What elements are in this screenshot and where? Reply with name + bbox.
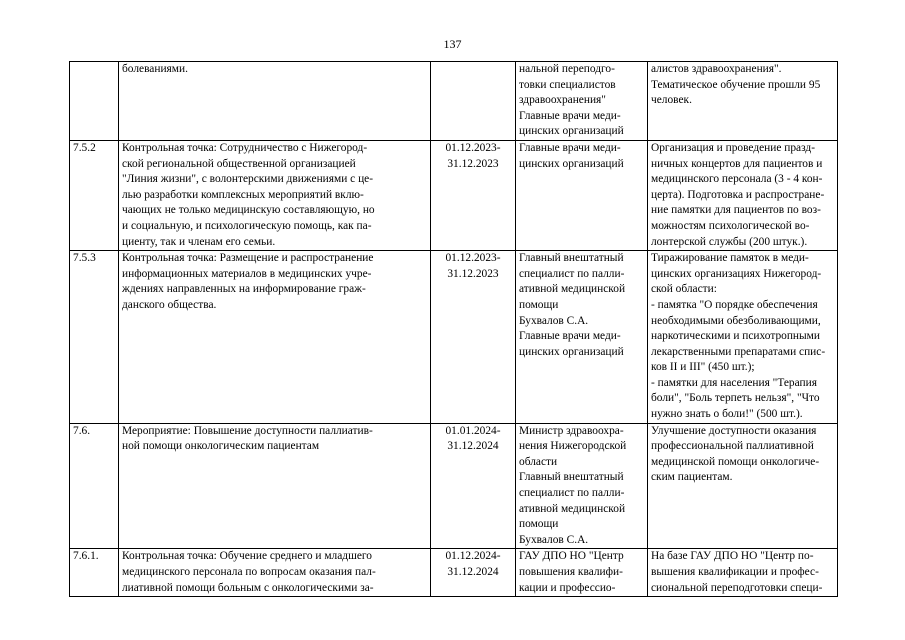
event-description: Мероприятие: Повышение доступности паллиатив- ной помощи онкологическим пациентам — [119, 423, 431, 549]
event-dates — [431, 62, 516, 141]
responsible-party: Главный внештатный специалист по палли- ативной медицинской помощи Бухвалов С.А. Главные врачи меди- цинских организаций — [516, 251, 648, 424]
item-number: 7.5.2 — [70, 140, 119, 250]
item-number: 7.6.1. — [70, 549, 119, 597]
event-dates: 01.12.2023- 31.12.2023 — [431, 140, 516, 250]
page-number: 137 — [443, 37, 462, 51]
item-number — [70, 62, 119, 141]
responsible-party: ГАУ ДПО НО "Центр повышения квалифи- кации и профессио- — [516, 549, 648, 597]
item-number: 7.5.3 — [70, 251, 119, 424]
plan-table — [69, 61, 838, 597]
event-result: Организация и проведение празд- ничных концертов для пациентов и медицинского персонала (3 - 4 кон- церта). Подготовка и распростране- ние памятки для пациентов по воз- можностям психологической во- лонтерской службы (200 штук.). — [648, 140, 838, 250]
item-number: 7.6. — [70, 423, 119, 549]
responsible-party: Министр здравоохра- нения Нижегородской области Главный внештатный специалист по палли- ативной медицинской помощи Бухвалов С.А. — [516, 423, 648, 549]
event-result: На базе ГАУ ДПО НО "Центр по- вышения квалификации и профес- сиональной переподготовки специ- — [648, 549, 838, 597]
event-result: Тиражирование памяток в меди- цинских организациях Нижегород- ской области: - памятка "О порядке обеспечения необходимыми обезболивающими, наркотическими и психотропными лекарственными препаратами спис- ков II и III" (450 шт.); - памятки для населения "Терапия боли", "Боль терпеть нельзя", "Что нужно знать о боли!" (500 шт.). — [648, 251, 838, 424]
event-dates: 01.12.2024- 31.12.2024 — [431, 549, 516, 597]
table-row — [70, 549, 838, 597]
table-row — [70, 140, 838, 250]
event-description: Контрольная точка: Обучение среднего и младшего медицинского персонала по вопросам оказания пал- лиативной помощи больным с онкологическими за- — [119, 549, 431, 597]
event-description: болеваниями. — [119, 62, 431, 141]
event-result: алистов здравоохранения". Тематическое обучение прошли 95 человек. — [648, 62, 838, 141]
event-description: Контрольная точка: Размещение и распространение информационных материалов в медицинских учре- ждениях направленных на информирование граж- данского общества. — [119, 251, 431, 424]
event-dates: 01.12.2023- 31.12.2023 — [431, 251, 516, 424]
event-dates: 01.01.2024- 31.12.2024 — [431, 423, 516, 549]
event-result: Улучшение доступности оказания профессиональной паллиативной медицинской помощи онкологиче- ским пациентам. — [648, 423, 838, 549]
responsible-party: Главные врачи меди- цинских организаций — [516, 140, 648, 250]
table-row — [70, 62, 838, 141]
event-description: Контрольная точка: Сотрудничество с Нижегород- ской региональной общественной организацией "Линия жизни", с волонтерскими движениями с це- лью разработки комплексных мероприятий вклю- чающих не только медицинскую составляющую, но и социальную, и психологическую помощь, как па- циенту, так и членам его семьи. — [119, 140, 431, 250]
table-row — [70, 251, 838, 424]
table-row — [70, 423, 838, 549]
responsible-party: нальной переподго- товки специалистов здравоохранения" Главные врачи меди- цинских организаций — [516, 62, 648, 141]
